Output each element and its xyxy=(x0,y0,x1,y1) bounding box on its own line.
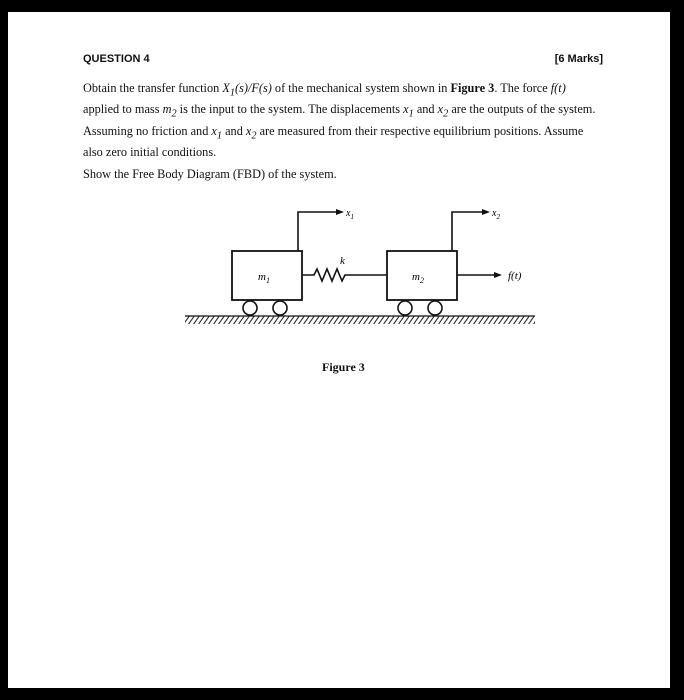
m2-label: $m_2$ xyxy=(412,271,424,285)
question-header xyxy=(83,53,603,65)
text-run: are the outputs of the system. Assuming no friction and xyxy=(83,102,596,138)
x2-displacement-line xyxy=(452,212,484,251)
x2-label: $x_2$ xyxy=(492,208,500,221)
text-run: of the mechanical system shown in xyxy=(271,81,451,95)
text-run: is the input to the system. The displacements xyxy=(176,102,404,117)
displacement-symbol: $x_1$ xyxy=(211,123,223,142)
m2-left-wheel xyxy=(398,301,412,315)
figure-caption: Figure 3 xyxy=(322,360,365,374)
m2-right-wheel xyxy=(428,301,442,315)
marks-label: [6 Marks] xyxy=(554,53,603,65)
text-run: . The force xyxy=(494,81,551,95)
question-paragraph xyxy=(83,80,598,161)
spring-k-label: k xyxy=(340,255,345,267)
ground-hatching xyxy=(185,316,535,324)
text-run: are measured from their respective equilibrium positions. Assume also zero initial conditions. xyxy=(83,123,584,160)
displacement-symbol: $x_2$ xyxy=(437,102,449,120)
m1-right-wheel xyxy=(273,301,287,315)
displacement-symbol: $x_1$ xyxy=(403,102,414,120)
x1-displacement-line xyxy=(298,212,338,251)
text-run: applied to mass xyxy=(83,102,163,117)
fbd-instruction: Show the Free Body Diagram (FBD) of the system. xyxy=(83,167,337,182)
m1-left-wheel xyxy=(243,301,257,315)
force-label: f(t) xyxy=(508,270,522,282)
spring-k xyxy=(302,269,387,281)
m1-label: $m_1$ xyxy=(258,271,270,285)
text-run: Obtain the transfer function xyxy=(83,81,223,95)
transfer-function: $X_1(s)/F(s)$ xyxy=(222,81,272,99)
x1-arrowhead xyxy=(336,209,344,215)
question-text xyxy=(83,80,598,183)
mechanical-system-diagram xyxy=(180,185,550,345)
displacement-symbol: $x_2$ xyxy=(245,123,257,142)
force-arrowhead xyxy=(494,272,502,278)
x2-arrowhead xyxy=(482,209,490,215)
force-symbol: f(t) xyxy=(550,81,566,95)
x1-label: $x_1$ xyxy=(346,208,354,221)
text-run: and xyxy=(222,123,246,138)
question-heading: QUESTION 4 xyxy=(83,53,150,65)
text-run: and xyxy=(413,102,438,117)
figure-reference: Figure 3 xyxy=(450,81,495,95)
mass-symbol: $m_2$ xyxy=(162,102,177,120)
